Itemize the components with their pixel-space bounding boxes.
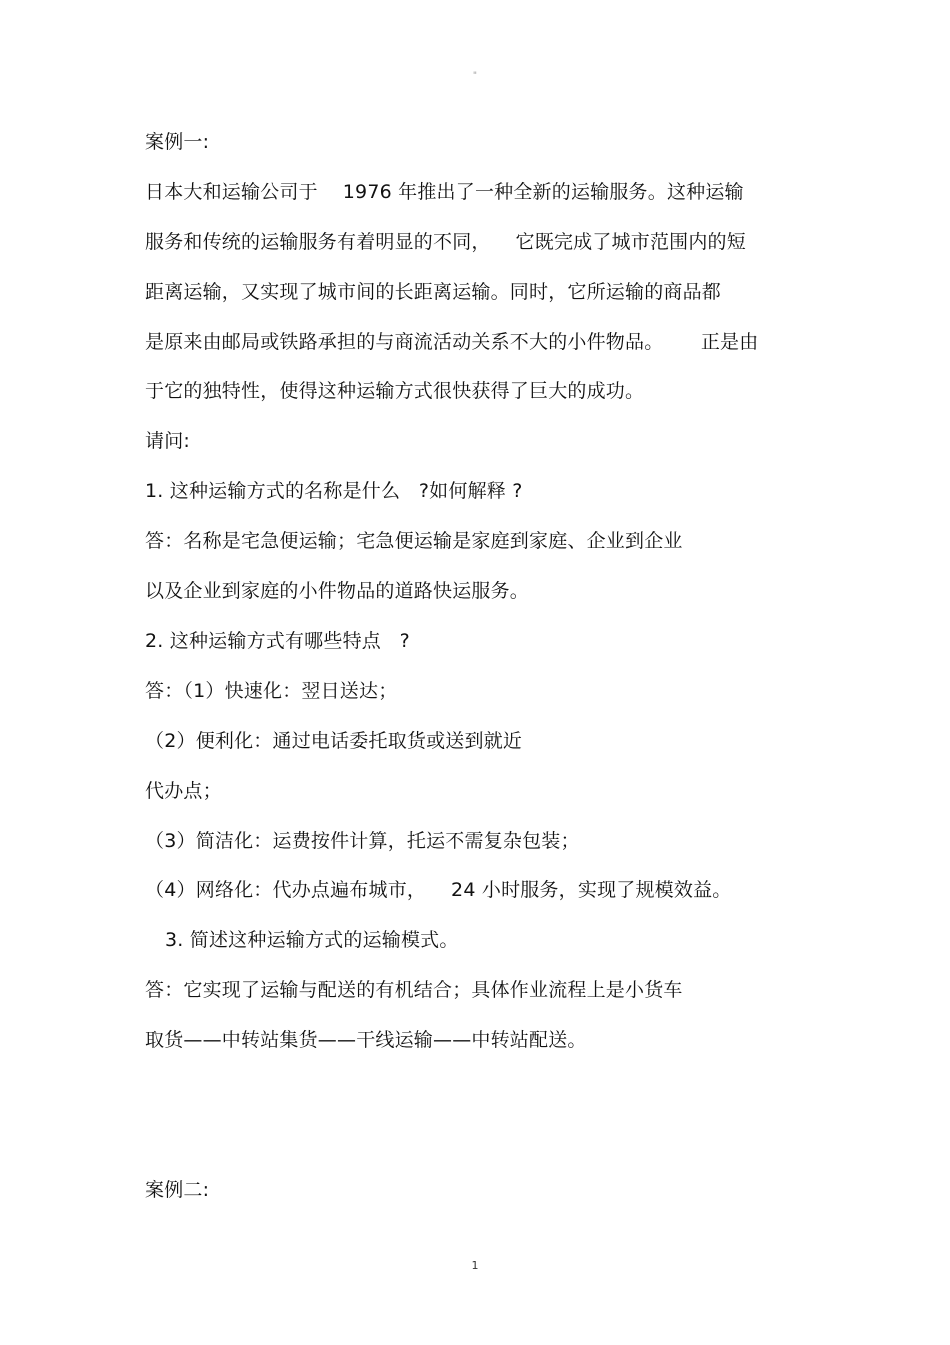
question-intro: 请问:	[145, 430, 191, 452]
case1-paragraph-line-2: 服务和传统的运输服务有着明显的不同， 它既完成了城市范围内的短	[145, 231, 746, 253]
case1-paragraph-line-5: 于它的独特性，使得这种运输方式很快获得了巨大的成功。	[145, 380, 645, 402]
answer-3-line-1: 答：它实现了运输与配送的有机结合；具体作业流程上是小货车	[145, 979, 683, 1001]
answer-2-line-4: （3）简洁化：运费按件计算，托运不需复杂包装；	[145, 830, 580, 852]
question-1: 1. 这种运输方式的名称是什么 ?如何解释 ?	[145, 480, 523, 502]
case2-title: 案例二:	[145, 1179, 210, 1201]
answer-1-line-2: 以及企业到家庭的小件物品的道路快运服务。	[145, 580, 530, 602]
page-number: 1	[471, 1259, 479, 1272]
question-3: 3. 简述这种运输方式的运输模式。	[165, 929, 459, 951]
answer-2-line-2: （2）便利化：通过电话委托取货或送到就近	[145, 730, 523, 752]
answer-3-line-2: 取货——中转站集货——干线运输——中转站配送。	[145, 1029, 587, 1051]
answer-1-line-1: 答：名称是宅急便运输；宅急便运输是家庭到家庭、企业到企业	[145, 530, 683, 552]
case1-paragraph-line-3: 距离运输，又实现了城市间的长距离运输。同时，它所运输的商品都	[145, 281, 722, 303]
answer-2-line-5: （4）网络化：代办点遍布城市， 24 小时服务，实现了规模效益。	[145, 879, 732, 901]
case1-paragraph-line-4: 是原来由邮局或铁路承担的与商流活动关系不大的小件物品。 正是由	[145, 331, 759, 353]
case1-title: 案例一:	[145, 131, 210, 153]
answer-2-line-1: 答：（1）快速化：翌日送达；	[145, 680, 398, 702]
header-mark: "	[472, 71, 478, 81]
answer-2-line-3: 代办点；	[145, 780, 222, 802]
question-2: 2. 这种运输方式有哪些特点 ?	[145, 630, 410, 652]
case1-paragraph-line-1: 日本大和运输公司于 1976 年推出了一种全新的运输服务。这种运输	[145, 181, 744, 203]
